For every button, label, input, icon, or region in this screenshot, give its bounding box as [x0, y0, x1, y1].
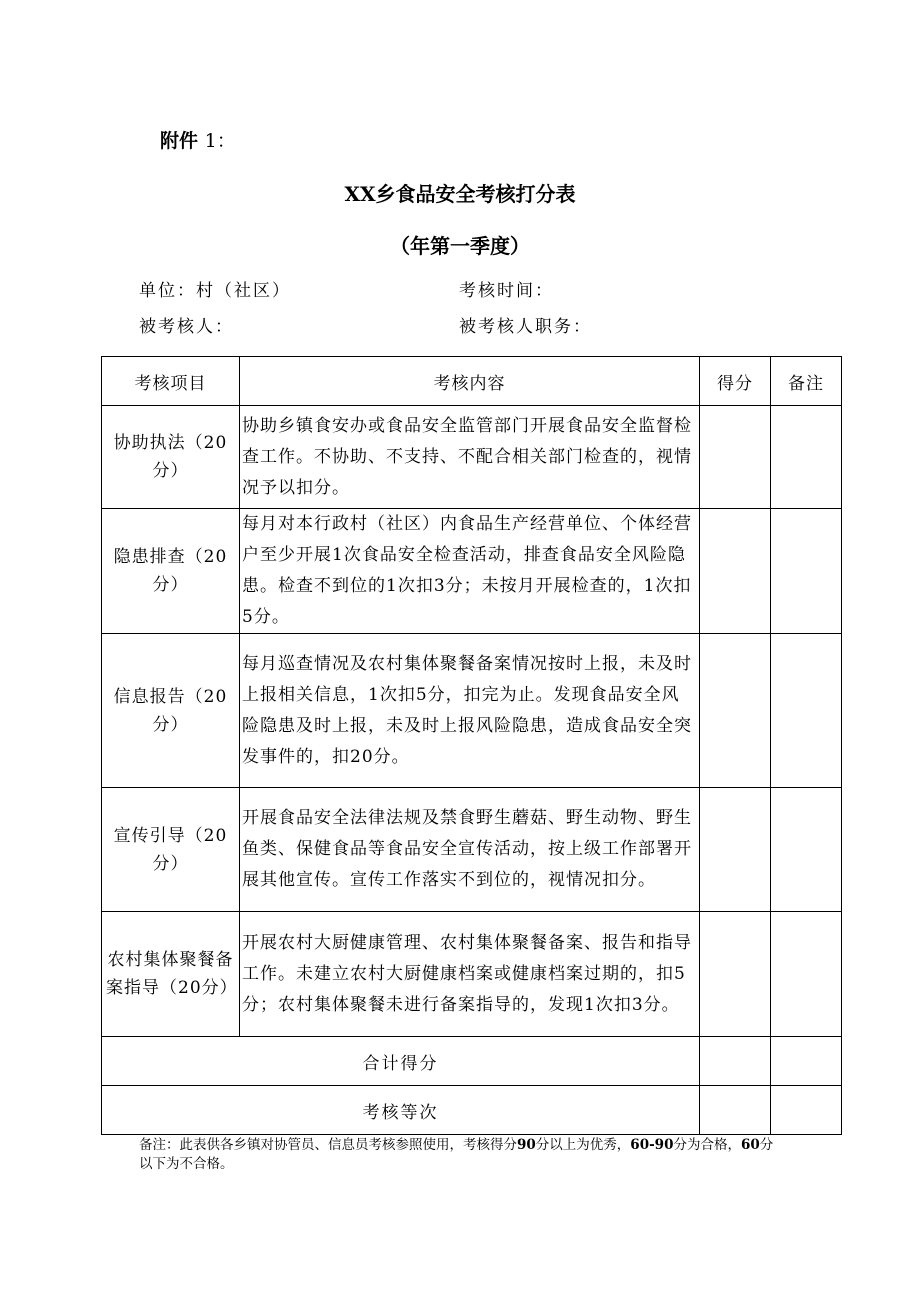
row-content: 协助乡镇食安办或食品安全监管部门开展食品安全监督检查工作。不协助、不支持、不配合相关部门检查的，视情况予以扣分。 — [240, 406, 700, 509]
grade-score-cell[interactable] — [700, 1086, 771, 1135]
total-label: 合计得分 — [102, 1037, 700, 1086]
row-remark-cell[interactable] — [771, 509, 842, 634]
attachment-label-text: 附件 — [160, 130, 199, 152]
row-category: 协助执法（20分） — [102, 406, 240, 509]
row-content: 开展农村大厨健康管理、农村集体聚餐备案、报告和指导工作。未建立农村大厨健康档案或健康档案过期的，扣5分；农村集体聚餐未进行备案指导的，发现1次扣3分。 — [240, 912, 700, 1037]
total-remark-cell[interactable] — [771, 1037, 842, 1086]
table-row — [102, 912, 842, 1037]
info-person: 被考核人： — [139, 317, 234, 337]
total-row — [102, 1037, 842, 1086]
row-score-cell[interactable] — [700, 406, 771, 509]
grade-row — [102, 1086, 842, 1135]
grade-remark-cell[interactable] — [771, 1086, 842, 1135]
row-category: 隐患排查（20分） — [102, 509, 240, 634]
score-table — [101, 356, 842, 1135]
row-remark-cell[interactable] — [771, 634, 842, 788]
table-row — [102, 406, 842, 509]
table-row — [102, 788, 842, 912]
row-remark-cell[interactable] — [771, 406, 842, 509]
page-title: XX乡食品安全考核打分表 — [344, 182, 576, 206]
info-position: 被考核人职务： — [459, 317, 592, 337]
info-unit: 单位：村（社区） — [139, 281, 291, 301]
table-row — [102, 634, 842, 788]
page-subtitle: （年第一季度） — [390, 234, 530, 258]
total-score-cell[interactable] — [700, 1037, 771, 1086]
footnote-text-2: 分以上为优秀， — [535, 1137, 631, 1153]
footnote-score-fail: 60 — [740, 1137, 760, 1153]
footnote-score-excellent: 90 — [517, 1137, 536, 1153]
footnote-text-4: 分以下为不合格。 — [139, 1137, 774, 1172]
row-category: 宣传引导（20分） — [102, 788, 240, 912]
info-time: 考核时间： — [459, 281, 554, 301]
header-score: 得分 — [700, 357, 771, 406]
grade-label: 考核等次 — [102, 1086, 700, 1135]
row-score-cell[interactable] — [700, 912, 771, 1037]
footnote — [139, 1136, 779, 1174]
attachment-number: 1： — [204, 130, 236, 152]
row-content: 每月巡查情况及农村集体聚餐备案情况按时上报，未及时上报相关信息，1次扣5分，扣完为止。发现食品安全风险隐患及时上报，未及时上报风险隐患，造成食品安全突发事件的，扣20分。 — [240, 634, 700, 788]
attachment-label — [160, 126, 236, 153]
row-score-cell[interactable] — [700, 634, 771, 788]
row-content: 开展食品安全法律法规及禁食野生蘑菇、野生动物、野生鱼类、保健食品等食品安全宣传活动，按上级工作部署开展其他宣传。宣传工作落实不到位的，视情况扣分。 — [240, 788, 700, 912]
row-category: 农村集体聚餐备案指导（20分） — [102, 912, 240, 1037]
header-item: 考核项目 — [102, 357, 240, 406]
row-score-cell[interactable] — [700, 788, 771, 912]
footnote-text-3: 分为合格， — [673, 1137, 741, 1153]
row-remark-cell[interactable] — [771, 912, 842, 1037]
row-score-cell[interactable] — [700, 509, 771, 634]
footnote-score-pass-range: 60-90 — [630, 1137, 674, 1153]
table-header-row — [102, 357, 842, 406]
table-row — [102, 509, 842, 634]
row-category: 信息报告（20分） — [102, 634, 240, 788]
row-remark-cell[interactable] — [771, 788, 842, 912]
header-content: 考核内容 — [240, 357, 700, 406]
row-content: 每月对本行政村（社区）内食品生产经营单位、个体经营户至少开展1次食品安全检查活动，排查食品安全风险隐患。检查不到位的1次扣3分；未按月开展检查的，1次扣5分。 — [240, 509, 700, 634]
footnote-text-1: 备注：此表供各乡镇对协管员、信息员考核参照使用，考核得分 — [139, 1137, 517, 1153]
header-remark: 备注 — [771, 357, 842, 406]
